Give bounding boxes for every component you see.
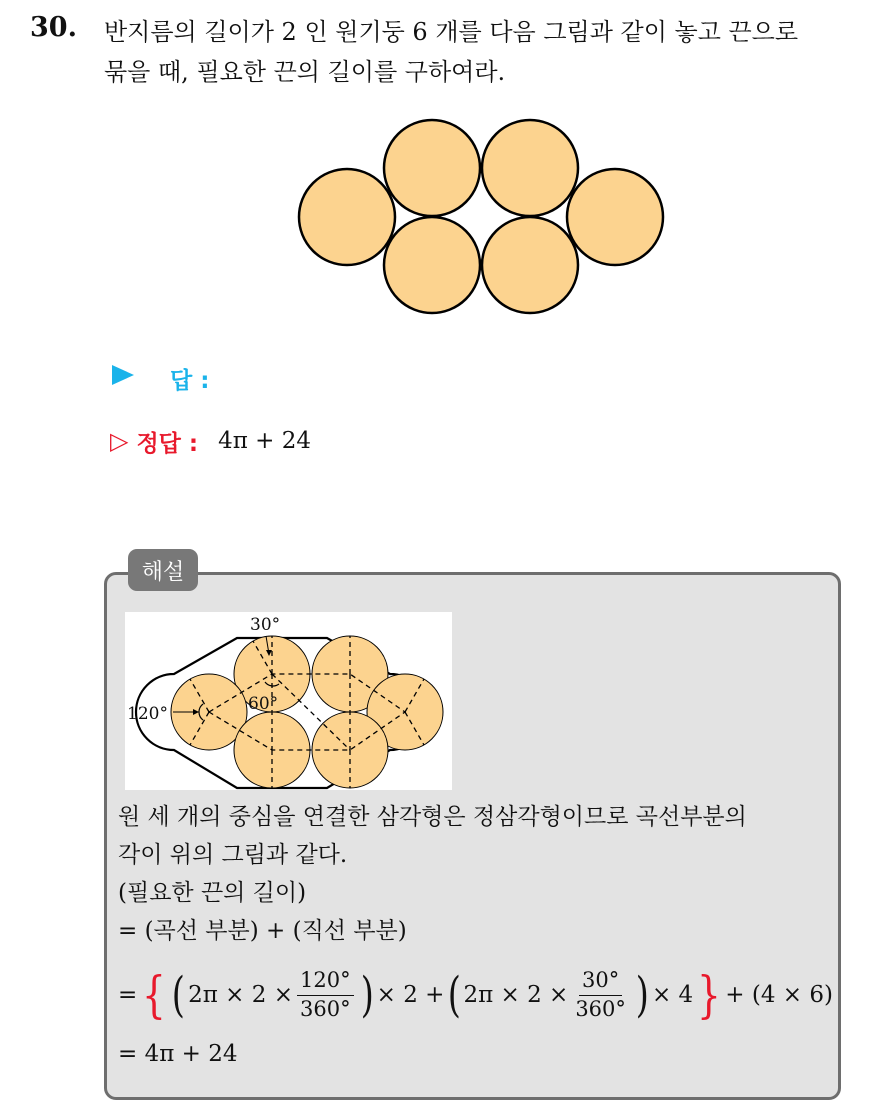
open-brace: { (141, 966, 166, 1024)
eq-times-2: × 2 + (376, 982, 445, 1008)
eq-term-a: 2π × 2 × (188, 982, 293, 1008)
close-brace: } (697, 966, 721, 1024)
play-triangle-icon (110, 363, 170, 393)
circle-top-right (482, 120, 578, 216)
open-paren-a: ( (172, 967, 186, 1023)
frac1-denominator: 360° (299, 996, 351, 1021)
circle-bottom-right (482, 217, 578, 313)
outline-triangle-icon: ▷ (110, 427, 129, 455)
solution-line-3: (필요한 끈의 길이) (118, 880, 307, 906)
circle-right (567, 169, 663, 265)
question-number: 30. (30, 12, 77, 43)
correct-answer-label: 정답 : (136, 430, 199, 457)
fraction-120-360 (297, 969, 354, 1020)
solution-line-2: 각이 위의 그림과 같다. (118, 842, 348, 868)
solution-tab: 해설 (128, 549, 198, 591)
solution-line-1: 원 세 개의 중심을 연결한 삼각형은 정삼각형이므로 곡선부분의 (118, 804, 747, 830)
answer-label: 답 : (170, 367, 210, 394)
question-line-2: 묶을 때, 필요한 끈의 길이를 구하여라. (104, 58, 506, 86)
circle-bottom-left (384, 217, 480, 313)
correct-answer-value: 4π + 24 (218, 428, 312, 454)
label-angle-120: 120° (127, 704, 168, 724)
frac2-numerator: 30° (579, 969, 622, 995)
eq-sign: = (118, 982, 138, 1008)
frac2-denominator: 360° (575, 996, 626, 1021)
question-text (104, 12, 874, 92)
label-angle-60: 60° (248, 694, 279, 714)
answer-row (110, 360, 209, 396)
fraction-30-360 (572, 969, 629, 1020)
correct-answer-row (110, 421, 311, 461)
solution-equation (118, 960, 833, 1030)
final-result: = 4π + 24 (118, 1041, 238, 1067)
six-circles-figure (290, 108, 670, 318)
close-paren-b: ) (635, 967, 649, 1023)
eq-times-4: × 4 (651, 982, 694, 1008)
frac1-numerator: 120° (297, 969, 354, 995)
solution-figure (125, 612, 452, 790)
solution-text (118, 798, 833, 950)
question-line-1: 반지름의 길이가 2 인 원기둥 6 개를 다음 그림과 같이 놓고 끈으로 (104, 18, 799, 46)
circle-left (299, 169, 395, 265)
close-paren-a: ) (360, 967, 374, 1023)
solution-line-4: = (곡선 부분) + (직선 부분) (118, 918, 407, 944)
open-paren-b: ( (447, 967, 461, 1023)
label-angle-30: 30° (250, 615, 281, 635)
circle-top-left (384, 120, 480, 216)
eq-tail: + (4 × 6) (725, 982, 833, 1008)
solution-final (118, 1036, 833, 1072)
eq-term-b: 2π × 2 × (463, 982, 569, 1008)
